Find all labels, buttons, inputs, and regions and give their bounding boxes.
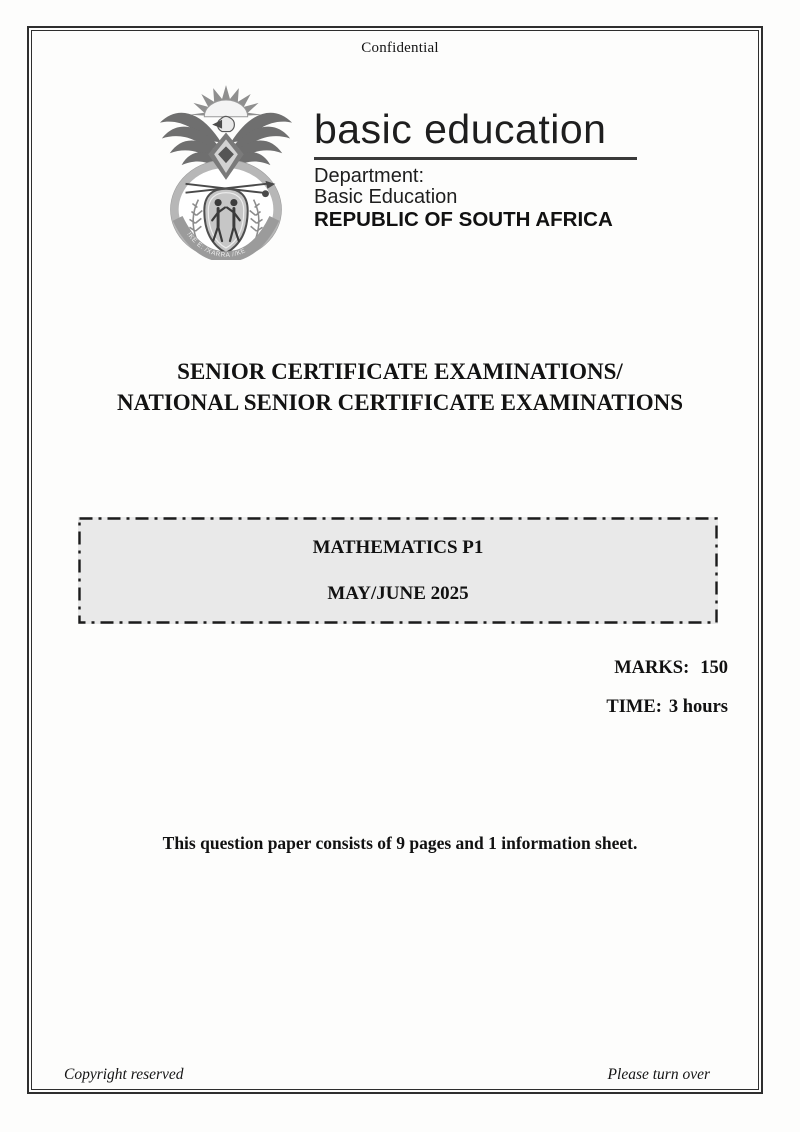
pages-note: This question paper consists of 9 pages and 1 information sheet.	[162, 833, 638, 853]
brand-title: basic education	[314, 106, 607, 152]
department-label: Department:	[314, 164, 425, 187]
subject-title: MATHEMATICS P1	[312, 537, 484, 558]
exam-heading	[0, 356, 800, 418]
marks-value: 150	[700, 658, 728, 678]
brand-underline	[314, 157, 637, 160]
time-label: TIME:	[606, 697, 662, 717]
session-title: MAY/JUNE 2025	[327, 583, 469, 604]
confidential-label: Confidential	[361, 40, 439, 56]
time-row	[606, 698, 728, 717]
marks-row	[606, 659, 728, 678]
exam-heading-line1: SENIOR CERTIFICATE EXAMINATIONS/	[177, 359, 623, 384]
dash-dot-border	[78, 517, 718, 624]
department-name: Basic Education	[314, 186, 458, 208]
country-label: REPUBLIC OF SOUTH AFRICA	[314, 207, 613, 231]
exam-heading-line2: NATIONAL SENIOR CERTIFICATE EXAMINATIONS	[117, 390, 683, 415]
south-africa-coat-of-arms-logo	[152, 82, 300, 260]
subject-box	[78, 517, 718, 624]
marks-label: MARKS:	[614, 658, 690, 678]
motto-text: !KE E: /XARRA //KE	[185, 231, 248, 259]
time-value: 3 hours	[668, 697, 728, 717]
coat-of-arms-graphic	[152, 82, 300, 260]
bird-head	[212, 116, 234, 131]
copyright-note: Copyright reserved	[64, 1066, 184, 1083]
department-header	[314, 106, 654, 231]
turn-over-note: Please turn over	[607, 1066, 710, 1083]
marks-time-block	[606, 659, 728, 717]
